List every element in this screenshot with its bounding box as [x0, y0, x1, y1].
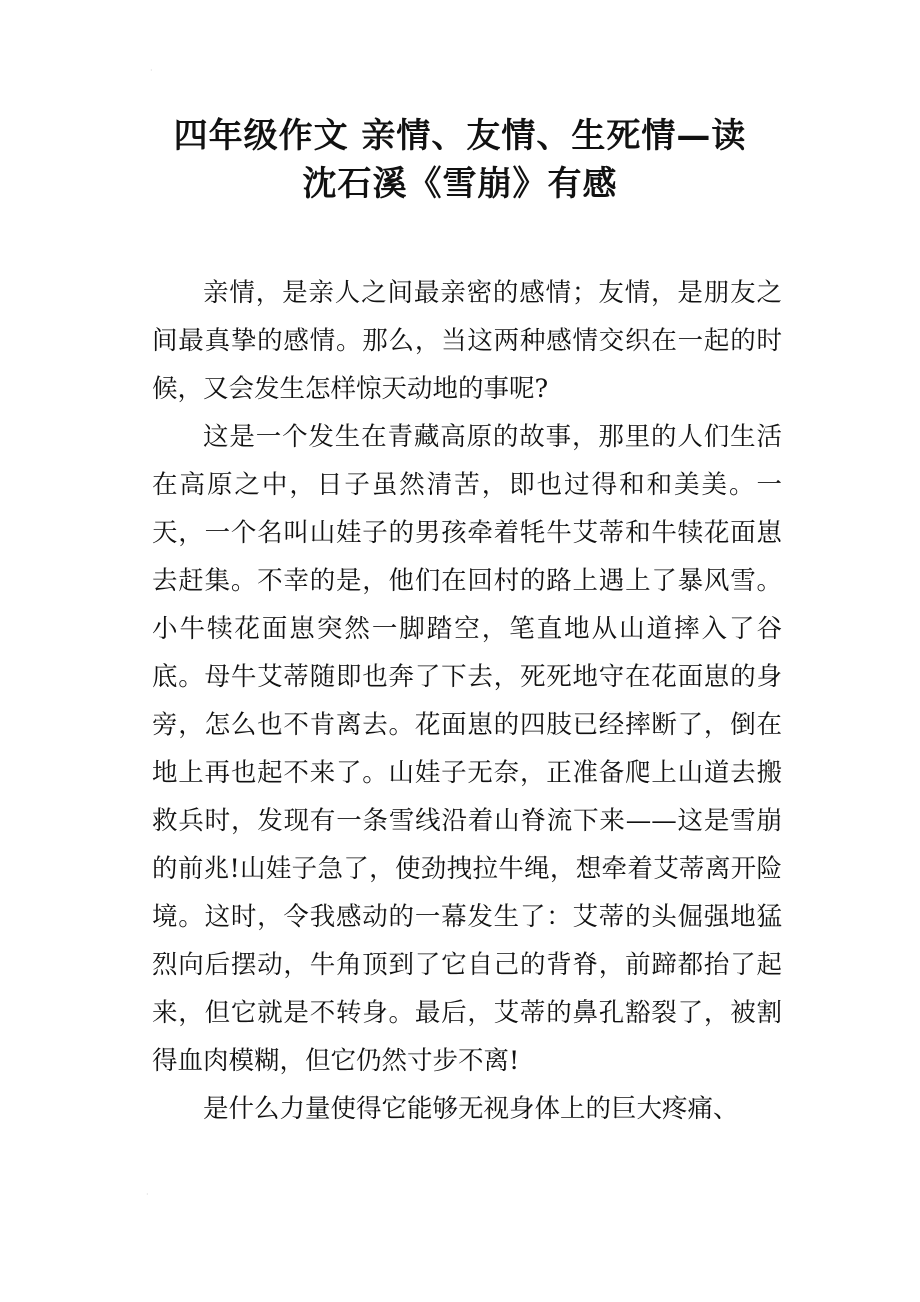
corner-mark-icon: · — [146, 1190, 149, 1199]
corner-mark-icon: · — [150, 66, 153, 75]
paragraph-1: 亲情，是亲人之间最亲密的感情；友情，是朋友之间最真挚的感情。那么，当这两种感情交织在一起的时候，又会发生怎样惊天动地的事呢? — [152, 278, 782, 404]
document-title — [130, 112, 790, 208]
title-line-2: 沈石溪《雪崩》有感 — [302, 164, 618, 204]
document-body — [152, 269, 782, 1133]
title-line-1: 四年级作文 亲情、友情、生死情—读 — [173, 116, 747, 156]
paragraph-3: 是什么力量使得它能够无视身体上的巨大疼痛、 — [203, 1094, 739, 1124]
paragraph-2: 这是一个发生在青藏高原的故事，那里的人们生活在高原之中，日子虽然清苦，即也过得和和美美。一天，一个名叫山娃子的男孩牵着牦牛艾蒂和牛犊花面崽去赶集。不幸的是，他们在回村的路上遇上了暴风雪。小牛犊花面崽突然一脚踏空，笔直地从山道摔入了谷底。母牛艾蒂随即也奔了下去，死死地守在花面崽的身旁，怎么也不肯离去。花面崽的四肢已经摔断了，倒在地上再也起不来了。山娃子无奈，正准备爬上山道去搬救兵时，发现有一条雪线沿着山脊流下来——这是雪崩的前兆!山娃子急了，使劲拽拉牛绳，想牵着艾蒂离开险境。这时，令我感动的一幕发生了：艾蒂的头倔强地猛烈向后摆动，牛角顶到了它自己的背脊，前蹄都抬了起来，但它就是不转身。最后，艾蒂的鼻孔豁裂了，被割得血肉模糊，但它仍然寸步不离! — [152, 422, 782, 1076]
